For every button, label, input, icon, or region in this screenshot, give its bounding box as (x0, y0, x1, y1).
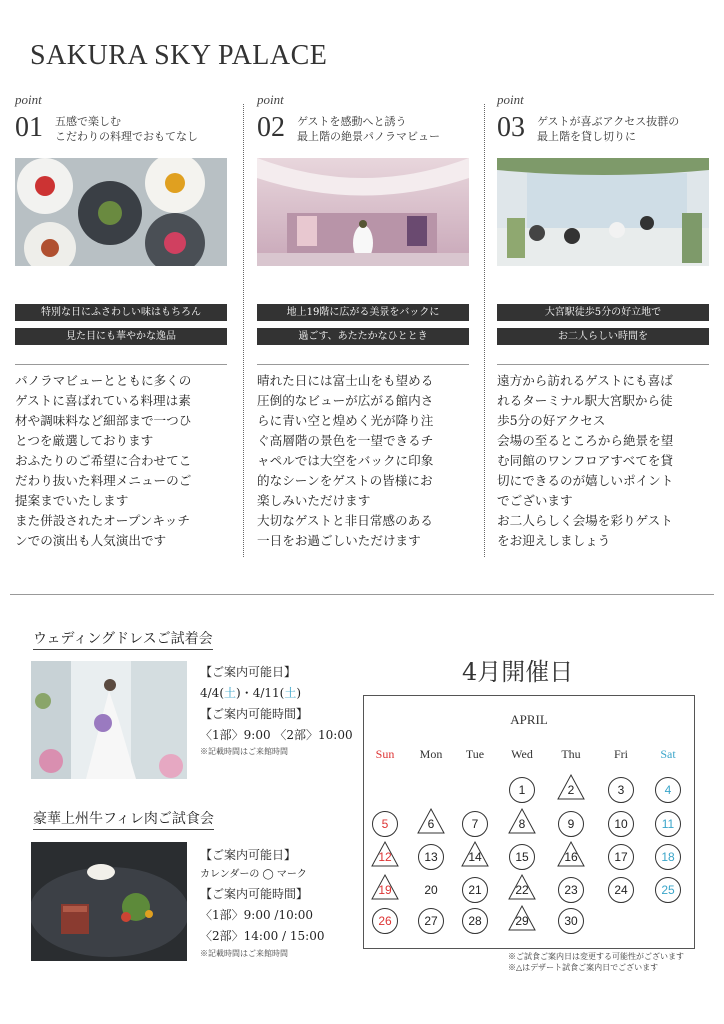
description-line: ンでの演出も人気演出です (15, 533, 167, 548)
caption-band: 地上19階に広がる美景をバックに (257, 304, 469, 321)
calendar-day: 25 (655, 877, 681, 903)
point-label: point (497, 92, 524, 107)
caption-band: お二人らしい時間を (497, 328, 709, 345)
description-line: 晴れた日には富士山をも望める (257, 373, 434, 388)
description-line: 歩5分の好アクセス (497, 413, 606, 428)
point-description (257, 364, 469, 551)
dress-photo (31, 661, 187, 779)
description-line: ゲストに喜ばれている料理は素 (15, 393, 191, 408)
calendar-day: 17 (608, 844, 634, 870)
calendar-day: 6 (418, 811, 444, 837)
weekday-label: Fri (613, 747, 628, 761)
point-number: 02 (257, 112, 285, 143)
calendar-day: 20 (424, 883, 438, 897)
point-column-3 (497, 92, 709, 552)
dress-fair-title: ウェディングドレスご試着会 (33, 628, 213, 650)
divider (243, 104, 245, 557)
calendar-month: APRIL (510, 712, 548, 727)
chapel-photo (257, 158, 469, 266)
weekday-label: Sat (660, 747, 676, 761)
divider (484, 104, 486, 557)
description-line: をお迎えしましょう (497, 533, 611, 548)
calendar-day: 19 (372, 877, 398, 903)
weekday-label: Wed (511, 747, 533, 761)
calendar-day: 15 (509, 844, 535, 870)
calendar-day: 24 (608, 877, 634, 903)
description-line: らに青い空と煌めく光が降り注 (257, 413, 434, 428)
calendar-note: ※ご試食ご案内日は変更する可能性がございます (508, 952, 684, 961)
weekday-label: Mon (419, 747, 443, 761)
description-line: とつを厳選しております (15, 433, 154, 448)
description-line: れるターミナル駅大宮駅から徒 (497, 393, 673, 408)
calendar-day: 26 (372, 908, 398, 934)
calendar-day: 13 (418, 844, 444, 870)
beef-photo (31, 842, 187, 961)
description-line: 遠方から訪れるゲストにも喜ば (497, 373, 673, 388)
description-line: 提案までいたします (15, 493, 129, 508)
calendar-day: 18 (655, 844, 681, 870)
description-line: む同館のワンフロアすべてを貸 (497, 453, 674, 468)
description-line: 楽しみいただけます (257, 493, 371, 508)
calendar-day: 22 (509, 877, 535, 903)
point-number: 03 (497, 112, 525, 143)
caption-band: 大宮駅徒歩5分の好立地で (497, 304, 709, 321)
point-label: point (257, 92, 284, 107)
point-heading: ゲストを感動へと誘う 最上階の絶景パノラマビュー (297, 115, 440, 143)
weekday-label: Tue (465, 747, 485, 761)
description-line: 大切なゲストと非日常感のある (257, 513, 433, 528)
dress-info: 【ご案内可能日】 4/4(土)・4/11(土) 【ご案内可能時間】 〈1部〉9:00 〈2部〉10:00 ※記載時間はご来館時間 (200, 665, 353, 756)
beef-tasting-title: 豪華上州牛フィレ肉ご試食会 (33, 808, 214, 830)
description-line: また併設されたオープンキッチ (15, 513, 190, 528)
calendar-day: 23 (558, 877, 584, 903)
page-title: SAKURA SKY PALACE (30, 40, 328, 71)
calendar (363, 695, 695, 949)
calendar-day: 14 (462, 844, 488, 870)
point-number: 01 (15, 112, 43, 143)
weekday-label: Thu (561, 747, 581, 761)
caption-band: 見た目にも華やかな逸品 (15, 328, 227, 345)
point-description (497, 364, 709, 551)
calendar-note: ※△はデザート試食ご案内日でございます (508, 963, 659, 972)
description-line: おふたりのご希望に合わせてこ (15, 453, 192, 468)
calendar-day: 29 (509, 908, 535, 934)
description-line: お二人らしく会場を彩りゲスト (497, 513, 673, 528)
point-column-1 (15, 92, 227, 552)
point-label: point (15, 92, 42, 107)
section-divider (10, 594, 714, 595)
food-photo (15, 158, 227, 266)
description-line: 的なシーンをゲストの皆様にお (257, 473, 433, 488)
weekday-label: Sun (375, 747, 395, 761)
description-line: 一日をお過ごしいただけます (257, 533, 421, 548)
description-line: 圧倒的なビューが広がる館内さ (257, 393, 434, 408)
calendar-day: 30 (558, 908, 584, 934)
description-line: 材や調味料など細部まで一つひ (15, 413, 192, 428)
description-line: ぐ高層階の景色を一望できるチ (257, 433, 434, 448)
calendar-day: 10 (608, 811, 634, 837)
description-line: 会場の至るところから絶景を望 (497, 433, 674, 448)
banquet-photo (497, 158, 709, 266)
calendar-day: 11 (655, 811, 681, 837)
calendar-day: 27 (418, 908, 444, 934)
beef-info: 【ご案内可能日】 カレンダーの ◯ マーク 【ご案内可能時間】 〈1部〉9:00 /10:00 〈2部〉14:00 / 15:00 ※記載時間はご来館時間 (200, 848, 325, 958)
calendar-day: 9 (558, 811, 584, 837)
caption-band: 特別な日にふさわしい味はもちろん (15, 304, 227, 321)
calendar-day: 21 (462, 877, 488, 903)
point-heading: ゲストが喜ぶアクセス抜群の 最上階を貸し切りに (537, 115, 680, 143)
description-line: だわり抜いた料理メニューのご (15, 473, 192, 488)
calendar-day: 4 (655, 777, 681, 803)
calendar-day: 12 (372, 844, 398, 870)
calendar-day: 3 (608, 777, 634, 803)
calendar-day: 28 (462, 908, 488, 934)
point-description (15, 364, 227, 551)
calendar-day: 5 (372, 811, 398, 837)
calendar-day: 7 (462, 811, 488, 837)
description-line: でございます (497, 493, 573, 508)
calendar-day: 8 (509, 811, 535, 837)
calendar-day: 2 (558, 777, 584, 803)
caption-band: 過ごす、あたたかなひととき (257, 328, 469, 345)
point-heading: 五感で楽しむ こだわりの料理でおもてなし (55, 115, 198, 143)
description-line: パノラマビューとともに多くの (15, 373, 192, 388)
calendar-day: 16 (558, 844, 584, 870)
description-line: ャペルでは大空をバックに印象 (257, 453, 434, 468)
calendar-heading: 4月開催日 (462, 658, 574, 686)
calendar-day: 1 (509, 777, 535, 803)
description-line: 切にできるのが嬉しいポイント (497, 473, 674, 488)
point-column-2 (257, 92, 469, 552)
